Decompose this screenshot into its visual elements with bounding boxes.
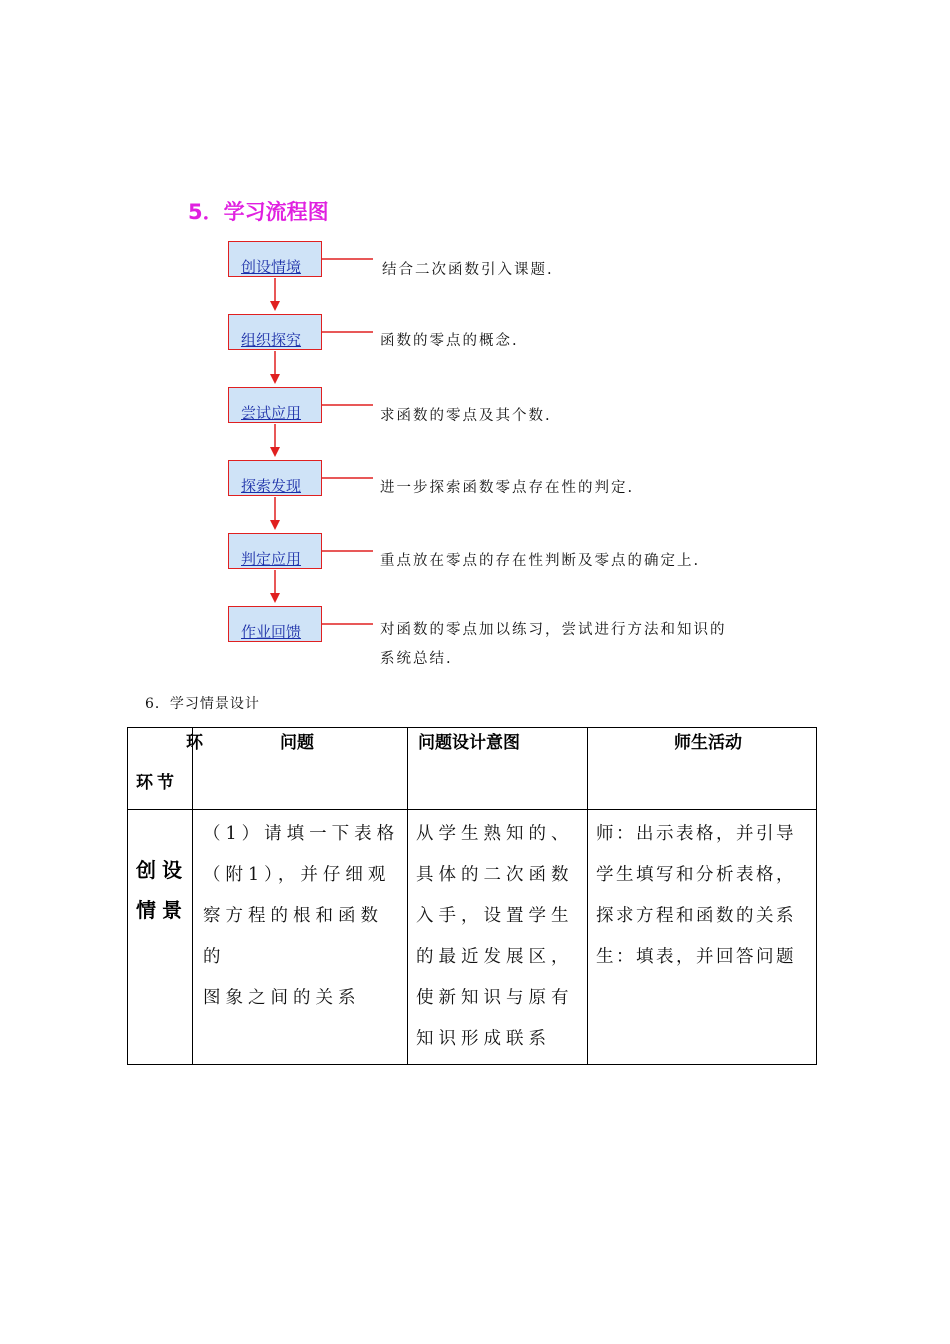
intent-line: 知识形成联系 [416, 1029, 551, 1049]
flow-step-label: 组织探究 [241, 331, 302, 349]
flow-desc-5: 重点放在零点的存在性判断及零点的确定上. [380, 553, 701, 569]
flow-desc-4: 进一步探索函数零点存在性的判定. [380, 480, 635, 496]
intent-line: 使新知识与原有 [416, 988, 574, 1008]
header-question-cell [193, 728, 408, 810]
intent-line: 具体的二次函数 [416, 865, 574, 885]
situation-design-table [127, 727, 817, 1065]
question-line: 图象之间的关系 [203, 988, 361, 1008]
flow-step-judge-application [228, 533, 322, 569]
question-line: （1）请填一下表格 [203, 824, 400, 844]
header-activity-cell [588, 728, 817, 810]
flow-step-label: 尝试应用 [241, 404, 302, 422]
section-6-title: 6．学习情景设计 [145, 696, 260, 712]
activity-line: 学生填写和分析表格， [596, 865, 796, 885]
stage-line-2: 情景 [136, 898, 188, 922]
flow-step-label: 创设情境 [241, 258, 302, 276]
header-stage-top: 环 [186, 733, 203, 753]
activity-line: 师：出示表格，并引导 [596, 824, 796, 844]
flow-step-explore-discover [228, 460, 322, 496]
question-cell [193, 810, 408, 1065]
question-line: （附1），并仔细观 [203, 865, 391, 885]
header-stage-bottom: 环节 [136, 773, 178, 793]
flow-desc-6-line2: 系统总结. [380, 651, 453, 667]
table-header-row [128, 728, 817, 810]
table-row [128, 810, 817, 1065]
flow-desc-1: 结合二次函数引入课题. [382, 262, 554, 278]
flow-desc-6-line1: 对函数的零点加以练习，尝试进行方法和知识的 [380, 622, 727, 638]
header-intent: 问题设计意图 [418, 733, 520, 753]
flow-desc-2: 函数的零点的概念. [380, 333, 519, 349]
header-intent-cell [408, 728, 588, 810]
intent-line: 的最近发展区， [416, 947, 574, 967]
header-question: 问题 [280, 733, 314, 753]
intent-line: 入手，设置学生 [416, 906, 574, 926]
stage-cell [128, 810, 193, 1065]
activity-cell [588, 810, 817, 1065]
activity-line: 探求方程和函数的关系 [596, 906, 796, 926]
flow-step-homework-feedback [228, 606, 322, 642]
intent-cell [408, 810, 588, 1065]
stage-line-1: 创设 [136, 858, 188, 882]
flow-step-label: 判定应用 [241, 550, 302, 568]
header-activity: 师生活动 [674, 733, 742, 753]
flow-step-label: 作业回馈 [241, 623, 302, 641]
header-stage-cell [128, 728, 203, 810]
flow-step-create-situation [228, 241, 322, 277]
flow-desc-3: 求函数的零点及其个数. [380, 408, 552, 424]
question-line: 察方程的根和函数的 [203, 906, 383, 967]
flow-step-try-application [228, 387, 322, 423]
intent-line: 从学生熟知的、 [416, 824, 574, 844]
section-5-title: 5．学习流程图 [188, 200, 329, 224]
flow-step-organize-exploration [228, 314, 322, 350]
flow-step-label: 探索发现 [241, 477, 302, 495]
activity-line: 生：填表，并回答问题 [596, 947, 796, 967]
